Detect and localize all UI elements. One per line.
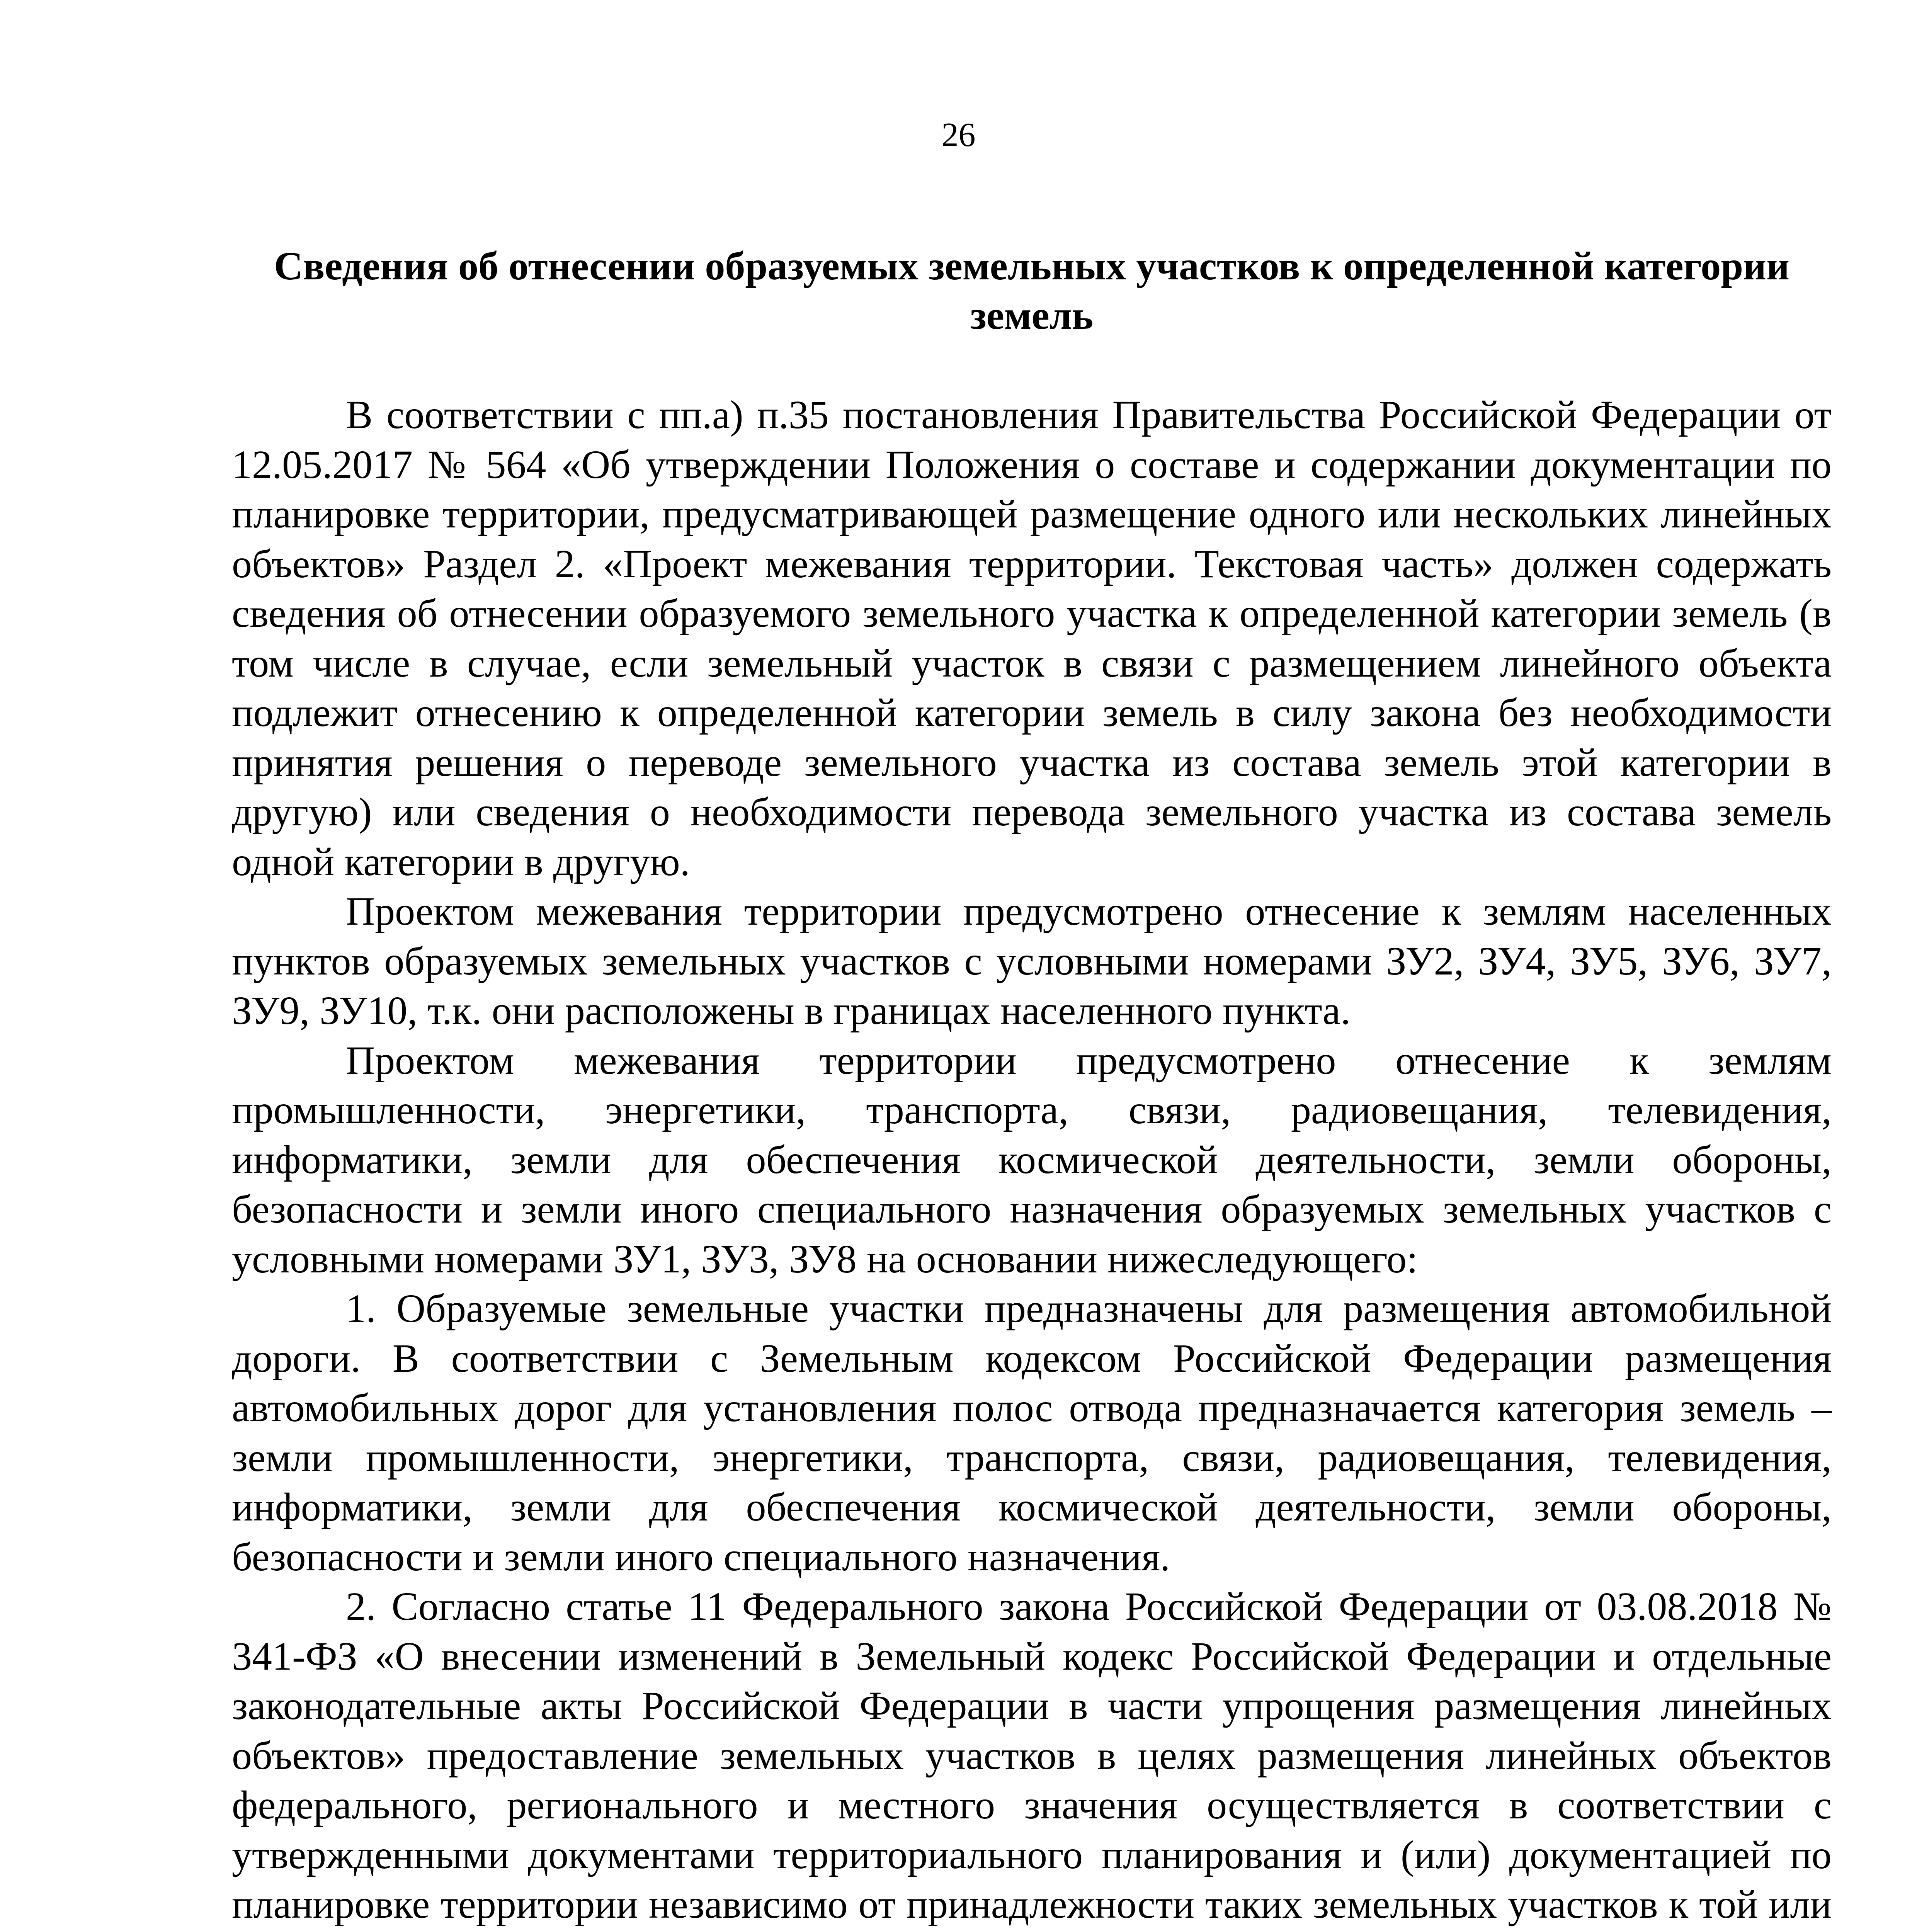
paragraph-industrial-lands: Проектом межевания территории предусмотрено отнесение к землям промышленности, энергетики, транспорта, связи, радиовещания, телевидения, информатики, земли для обеспечения космической деятельности, земли обороны, безопасности и земли иного специального назначения образуемых земельных участков с условными номерами ЗУ1, ЗУ3, ЗУ8 на основании нижеследующего: [232,1038,1832,1281]
page-number: 26 [941,116,976,154]
paragraph-settlement-lands: Проектом межевания территории предусмотрено отнесение к землям населенных пунктов образуемых земельных участков с условными номерами ЗУ2, ЗУ4, ЗУ5, ЗУ6, ЗУ7, ЗУ9, ЗУ10, т.к. они расположены в границах населенного пункта. [232,889,1832,1033]
list-item-1: 1. Образуемые земельные участки предназначены для размещения автомобильной дороги. В соответствии с Земельным кодексом Российской Федерации размещения автомобильных дорог для установления полос отвода предназначается категория земель – земли промышленности, энергетики, транспорта, связи, радиовещания, телевидения, информатики, земли для обеспечения космической деятельности, земли обороны, безопасности и земли иного специального назначения. [232,1286,1832,1579]
paragraph-intro: В соответствии с пп.а) п.35 постановления Правительства Российской Федерации от 12.05.2017 № 564 «Об утверждении Положения о составе и содержании документации по планировке территории, предусматривающей размещение одного или нескольких линейных объектов» Раздел 2. «Проект межевания территории. Текстовая часть» должен содержать сведения об отнесении образуемого земельного участка к определенной категории земель (в том числе в случае, если земельный участок в связи с размещением линейного объекта подлежит отнесению к определенной категории земель в силу закона без необходимости принятия решения о переводе земельного участка из состава земель этой категории в другую) или сведения о необходимости перевода земельного участка из состава земель одной категории в другую. [232,393,1832,884]
body-text [232,390,1832,1932]
section-title: Сведения об отнесении образуемых земельных участков к определенной категории земель [274,244,1789,338]
list-item-2: 2. Согласно статье 11 Федерального закона Российской Федерации от 03.08.2018 № 341-ФЗ «О внесении изменений в Земельный кодекс Российской Федерации и отдельные законодательные акты Российской Федерации в части упрощения размещения линейных объектов» предоставление земельных участков в целях размещения линейных объектов федерального, регионального и местного значения осуществляется в соответствии с утвержденными документами территориального планирования и (или) документацией по планировке территории независимо от принадлежности таких земельных участков к той или [232,1584,1832,1927]
